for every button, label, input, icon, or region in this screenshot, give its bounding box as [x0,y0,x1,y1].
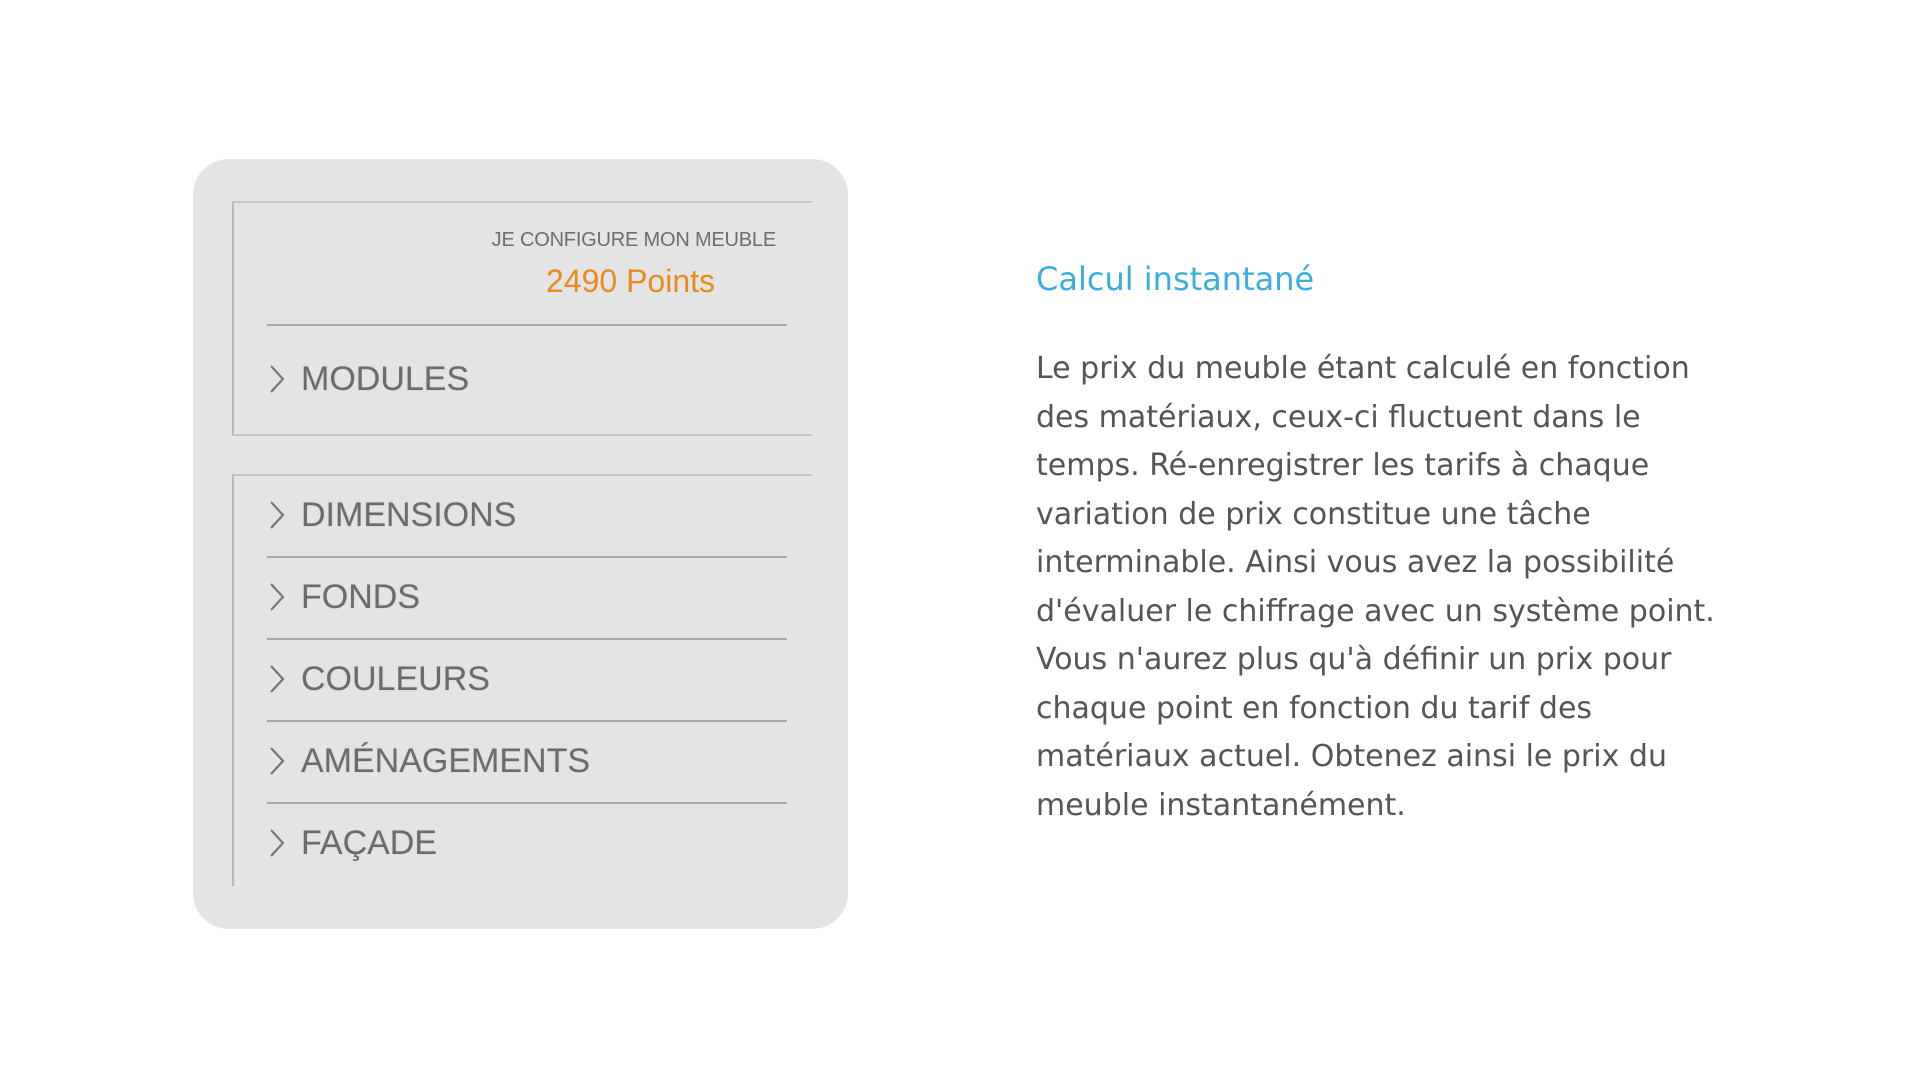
menu-item-amenagements[interactable] [267,731,787,791]
chevron-right-icon [267,498,287,532]
menu-item-label: DIMENSIONS [301,495,517,534]
menu-item-label: FONDS [301,577,420,616]
configurator-header-label: JE CONFIGURE MON MEUBLE [491,229,776,251]
menu-divider [267,720,787,722]
menu-item-label: MODULES [301,359,470,398]
configurator-header-panel [232,201,812,436]
chevron-right-icon [267,362,287,396]
menu-item-dimensions[interactable] [267,485,787,545]
menu-divider [267,556,787,558]
chevron-right-icon [267,662,287,696]
menu-item-couleurs[interactable] [267,649,787,709]
feature-description [1036,255,1756,830]
menu-divider [267,802,787,804]
feature-title: Calcul instantané [1036,260,1315,298]
menu-item-label: FAÇADE [301,823,438,862]
menu-item-facade[interactable] [267,813,787,873]
configurator-card [193,159,848,929]
header-divider [267,324,787,326]
menu-item-fonds[interactable] [267,567,787,627]
points-total: 2490 Points [545,263,715,299]
feature-body: Le prix du meuble étant calculé en fonction des matériaux, ceux-ci fluctuent dans le temps. Ré-enregistrer les tarifs à chaque variation de prix constitue une tâche interminable. Ainsi vous avez la possibilité d'évaluer le chiffrage avec un système point. Vous n'aurez plus qu'à définir un prix pour chaque point en fonction du tarif des matériaux actuel. Obtenez ainsi le prix du meuble instantanément. [1036,351,1715,823]
chevron-right-icon [267,826,287,860]
menu-item-label: AMÉNAGEMENTS [301,741,591,780]
configurator-options-panel [232,474,812,886]
menu-item-label: COULEURS [301,659,490,698]
menu-item-modules[interactable] [267,349,787,409]
chevron-right-icon [267,744,287,778]
chevron-right-icon [267,580,287,614]
menu-divider [267,638,787,640]
